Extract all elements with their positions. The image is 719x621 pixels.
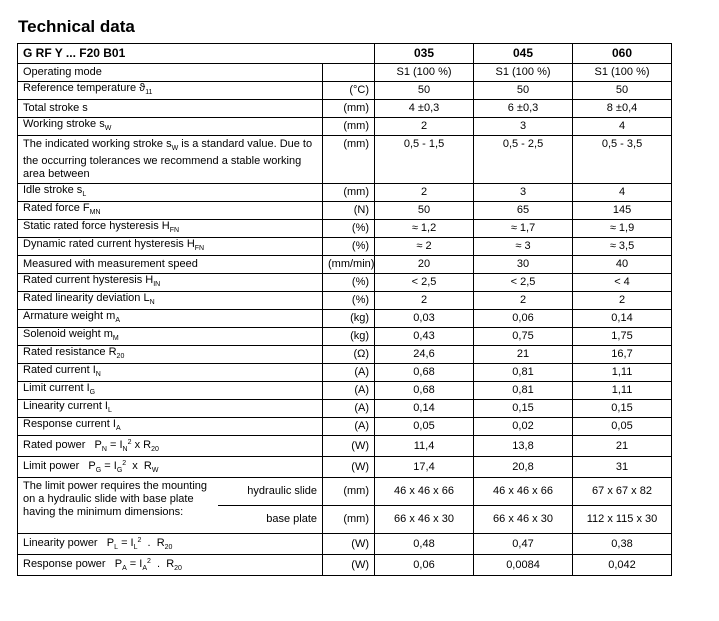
row-value: 66 x 46 x 30 (375, 506, 474, 534)
table-row (18, 364, 672, 382)
row-value: 0,03 (375, 310, 474, 328)
column-header: 060 (573, 44, 672, 64)
formula: $P_L = I_L^2$ . $R_{20}$ (97, 537, 173, 551)
row-label: Measured with measurement speed (18, 256, 323, 274)
row-unit: (%) (323, 238, 375, 256)
row-value: 46 x 46 x 66 (474, 478, 573, 506)
row-value: 11,4 (375, 436, 474, 457)
row-value: 16,7 (573, 346, 672, 364)
row-label: Static rated force hysteresis $H_{FN}$ (18, 220, 323, 238)
table-row (18, 534, 672, 555)
formula: $P_A = I_A^2$ . $R_{20}$ (105, 558, 182, 572)
row-value: 1,11 (573, 382, 672, 400)
table-row (18, 400, 672, 418)
row-value: 24,6 (375, 346, 474, 364)
row-label: Rated force $F_{MN}$ (18, 202, 323, 220)
row-value: ≈ 1,9 (573, 220, 672, 238)
column-header: 045 (474, 44, 573, 64)
row-unit: (W) (323, 436, 375, 457)
row-value: S1 (100 %) (474, 64, 573, 82)
row-label: Total stroke s (18, 100, 323, 118)
row-value: 6 ±0,3 (474, 100, 573, 118)
mounting-sub-label: base plate (218, 506, 323, 534)
row-label: Limit power $P_G = I_G^2$ x $R_W$ (18, 457, 323, 478)
row-label: Rated resistance $R_{20}$ (18, 346, 323, 364)
table-row (18, 238, 672, 256)
row-value: 2 (375, 118, 474, 136)
table-row (18, 220, 672, 238)
row-label: Rated current hysteresis $H_{IN}$ (18, 274, 323, 292)
formula: $P_G = I_G^2$ x $R_W$ (79, 460, 159, 474)
row-unit: (W) (323, 457, 375, 478)
row-value: 0,75 (474, 328, 573, 346)
row-value: ≈ 1,7 (474, 220, 573, 238)
row-value: 0,06 (375, 555, 474, 576)
row-value: 3 (474, 118, 573, 136)
row-value: 1,75 (573, 328, 672, 346)
row-value: 66 x 46 x 30 (474, 506, 573, 534)
table-row (18, 118, 672, 136)
row-value: < 2,5 (375, 274, 474, 292)
formula: $P_N = I_N^2$ x $R_{20}$ (85, 439, 159, 453)
table-row (18, 136, 672, 184)
technical-data-table (17, 43, 672, 576)
row-unit: (mm) (323, 136, 375, 184)
row-value: 0,68 (375, 382, 474, 400)
row-unit: (°C) (323, 82, 375, 100)
row-label: Limit current $I_G$ (18, 382, 323, 400)
row-value: ≈ 3 (474, 238, 573, 256)
row-value: 20 (375, 256, 474, 274)
mounting-label: The limit power requires the mounting on a hydraulic slide with base plate having the minimum dimensions: (18, 478, 218, 534)
row-value: 13,8 (474, 436, 573, 457)
table-row (18, 346, 672, 364)
row-value: 112 x 115 x 30 (573, 506, 672, 534)
column-header: 035 (375, 44, 474, 64)
mounting-sub-label: hydraulic slide (218, 478, 323, 506)
row-value: 2 (573, 292, 672, 310)
row-value: 30 (474, 256, 573, 274)
row-value: 17,4 (375, 457, 474, 478)
row-value: 40 (573, 256, 672, 274)
row-value: 0,81 (474, 382, 573, 400)
row-label: Idle stroke $s_L$ (18, 184, 323, 202)
row-unit: (mm) (323, 118, 375, 136)
row-unit: (mm) (323, 100, 375, 118)
row-value: 8 ±0,4 (573, 100, 672, 118)
row-value: 0,15 (573, 400, 672, 418)
row-unit: (W) (323, 555, 375, 576)
table-row (18, 418, 672, 436)
row-unit: (A) (323, 400, 375, 418)
page-title: Technical data (18, 17, 135, 36)
row-unit: (mm) (323, 478, 375, 506)
row-value: 21 (573, 436, 672, 457)
row-unit: (%) (323, 274, 375, 292)
row-value: 0,05 (573, 418, 672, 436)
row-value: 4 ±0,3 (375, 100, 474, 118)
row-value: 0,14 (573, 310, 672, 328)
row-value: 1,11 (573, 364, 672, 382)
row-unit: (%) (323, 220, 375, 238)
row-unit: (A) (323, 382, 375, 400)
row-value: 20,8 (474, 457, 573, 478)
row-value: 0,68 (375, 364, 474, 382)
row-value: 2 (474, 292, 573, 310)
table-row (18, 274, 672, 292)
row-label: Rated current $I_N$ (18, 364, 323, 382)
row-value: 0,05 (375, 418, 474, 436)
row-value: 50 (474, 82, 573, 100)
row-value: 2 (375, 184, 474, 202)
row-value: 50 (375, 202, 474, 220)
row-unit (323, 64, 375, 82)
row-unit: (mm) (323, 184, 375, 202)
row-value: 0,43 (375, 328, 474, 346)
row-label: Rated power $P_N = I_N^2$ x $R_{20}$ (18, 436, 323, 457)
table-row (18, 202, 672, 220)
row-unit: (W) (323, 534, 375, 555)
row-label: Response power $P_A = I_A^2$ . $R_{20}$ (18, 555, 323, 576)
table-row (18, 457, 672, 478)
row-unit: (A) (323, 364, 375, 382)
row-label: Operating mode (18, 64, 323, 82)
table-row (18, 292, 672, 310)
row-value: 2 (375, 292, 474, 310)
row-value: 0,5 - 3,5 (573, 136, 672, 184)
row-value: 0,06 (474, 310, 573, 328)
row-value: ≈ 2 (375, 238, 474, 256)
row-value: 0,38 (573, 534, 672, 555)
table-row (18, 64, 672, 82)
row-unit: (kg) (323, 328, 375, 346)
row-label: Response current $I_A$ (18, 418, 323, 436)
row-value: < 2,5 (474, 274, 573, 292)
row-value: ≈ 3,5 (573, 238, 672, 256)
model-name: G RF Y ... F20 B01 (18, 44, 375, 64)
row-label: Linearity power $P_L = I_L^2$ . $R_{20}$ (18, 534, 323, 555)
table-row (18, 328, 672, 346)
row-value: 4 (573, 184, 672, 202)
row-value: 0,5 - 2,5 (474, 136, 573, 184)
table-row (18, 555, 672, 576)
row-value: 46 x 46 x 66 (375, 478, 474, 506)
row-value: 31 (573, 457, 672, 478)
row-unit: (%) (323, 292, 375, 310)
row-label: Reference temperature $ϑ_{11}$ (18, 82, 323, 100)
row-unit: (A) (323, 418, 375, 436)
row-label: Working stroke $s_W$ (18, 118, 323, 136)
row-value: 0,042 (573, 555, 672, 576)
table-row (18, 184, 672, 202)
row-label: Dynamic rated current hysteresis $H_{FN}$ (18, 238, 323, 256)
row-unit: (N) (323, 202, 375, 220)
row-value: 0,48 (375, 534, 474, 555)
row-value: 0,5 - 1,5 (375, 136, 474, 184)
row-unit: (Ω) (323, 346, 375, 364)
row-label: Armature weight $m_A$ (18, 310, 323, 328)
row-label: Rated linearity deviation $L_N$ (18, 292, 323, 310)
row-value: 0,0084 (474, 555, 573, 576)
row-unit: (kg) (323, 310, 375, 328)
row-value: < 4 (573, 274, 672, 292)
row-value: 21 (474, 346, 573, 364)
row-unit: (mm) (323, 506, 375, 534)
header-row (18, 44, 672, 64)
row-value: 0,47 (474, 534, 573, 555)
row-unit: (mm/min) (323, 256, 375, 274)
table-row (18, 256, 672, 274)
row-value: 50 (375, 82, 474, 100)
row-value: ≈ 1,2 (375, 220, 474, 238)
mounting-row-hydraulic-slide (18, 478, 672, 506)
table-row (18, 436, 672, 457)
row-value: 0,14 (375, 400, 474, 418)
row-value: 67 x 67 x 82 (573, 478, 672, 506)
row-label: Linearity current $I_L$ (18, 400, 323, 418)
table-row (18, 100, 672, 118)
row-value: 3 (474, 184, 573, 202)
row-value: 4 (573, 118, 672, 136)
row-label: Solenoid weight $m_M$ (18, 328, 323, 346)
table-row (18, 310, 672, 328)
row-value: 0,81 (474, 364, 573, 382)
row-value: 145 (573, 202, 672, 220)
row-value: 50 (573, 82, 672, 100)
table-row (18, 82, 672, 100)
table-row (18, 382, 672, 400)
row-value: S1 (100 %) (375, 64, 474, 82)
row-value: S1 (100 %) (573, 64, 672, 82)
row-value: 65 (474, 202, 573, 220)
row-value: 0,02 (474, 418, 573, 436)
row-label: The indicated working stroke $s_W$ is a standard value. Due to the occurring tolerances we recommend a stable working area between (18, 136, 323, 184)
row-value: 0,15 (474, 400, 573, 418)
